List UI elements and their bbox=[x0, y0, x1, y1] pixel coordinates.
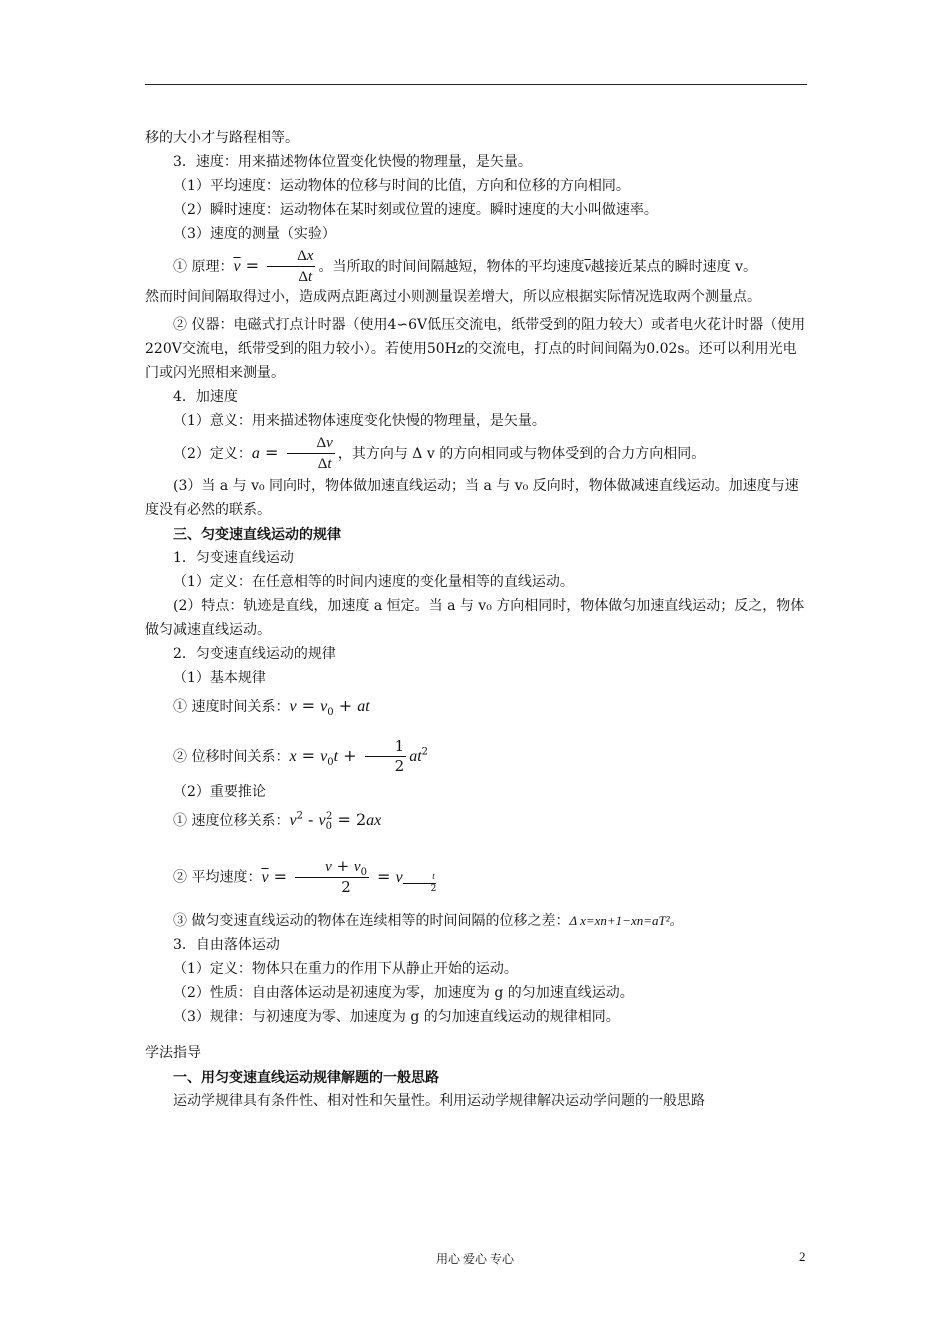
text-line: （2）瞬时速度：运动物体在某时刻或位置的速度。瞬时速度的大小叫做速率。 bbox=[173, 202, 658, 218]
text-line: （3）规律：与初速度为零、加速度为 g 的匀加速直线运动的规律相同。 bbox=[173, 1009, 620, 1025]
text-line: 1．匀变速直线运动 bbox=[173, 550, 294, 566]
text-line: （2）重要推论 bbox=[173, 784, 266, 800]
average-velocity-formula: $\overline{v}$ = $\frac{\Delta x}{\Delta t}$ bbox=[233, 248, 314, 285]
principle-line: ① 原理：$\overline{v}$ = $\frac{\Delta x}{\Delta t}$ 。当所取的时间间隔越短，物体的平均速度$\overline{v}$越接近某点的瞬时速度 v。 bbox=[173, 248, 758, 285]
acceleration-definition-line: （2）定义：a = $\frac{\Delta v}{\Delta t}$ ，其方向与 Δ v 的方向相同或与物体受到的合力方向相同。 bbox=[173, 435, 706, 472]
text-line: （1）基本规律 bbox=[173, 670, 266, 686]
average-velocity-inference-formula: $\overline{v}$ = $\frac{v + v_0}{2}$ = v $_{\frac{t}{2}}$ bbox=[261, 857, 437, 896]
velocity-displacement-formula: $v^2 - v_0^2 = 2ax$ bbox=[289, 810, 382, 833]
acceleration-formula: a = $\frac{\Delta v}{\Delta t}$ bbox=[251, 435, 333, 472]
displacement-time-formula: $x = v_0t$ + $\frac{1}{2}$ $at^2$ bbox=[289, 737, 429, 775]
text-line: （1）平均速度：运动物体的位移与时间的比值，方向和位移的方向相同。 bbox=[173, 178, 630, 194]
section-label: 学法指导 bbox=[145, 1045, 201, 1061]
text-line: 3．速度：用来描述物体位置变化快慢的物理量，是矢量。 bbox=[173, 154, 532, 170]
text-line: 3．自由落体运动 bbox=[173, 937, 280, 953]
text-line: (3）当 a 与 v₀ 同向时，物体做加速直线运动；当 a 与 v₀ 反向时，物体做减速直线运动。加速度与速度没有必然的联系。 bbox=[145, 478, 799, 518]
displacement-time-line: ② 位移时间关系：$x = v_0t$ + $\frac{1}{2}$ $at^2$ bbox=[173, 737, 429, 775]
velocity-time-line: ① 速度时间关系：$v = v_0$ + at bbox=[173, 696, 370, 719]
document-body bbox=[145, 126, 807, 1113]
text-line: （1）定义：在任意相等的时间内速度的变化量相等的直线运动。 bbox=[173, 574, 574, 590]
spacer bbox=[145, 1029, 807, 1041]
text-line: 然而时间间隔取得过小，造成两点距离过小则测量误差增大，所以应根据实际情况选取两个测量点。 bbox=[145, 289, 761, 305]
text-line: （3）速度的测量（实验） bbox=[173, 226, 336, 242]
section-heading: 一、用匀变速直线运动规律解题的一般思路 bbox=[173, 1069, 439, 1085]
velocity-time-formula: $v = v_0$ + at bbox=[289, 696, 370, 719]
average-velocity-line: ② 平均速度：$\overline{v}$ = $\frac{v + v_0}{2}$ = v $_{\frac{t}{2}}$ bbox=[173, 857, 437, 896]
text-line: （2）性质：自由落体运动是初速度为零，加速度为 g 的匀加速直线运动。 bbox=[173, 985, 634, 1001]
velocity-displacement-line: ① 速度位移关系：$v^2 - v_0^2 = 2ax$ bbox=[173, 810, 382, 833]
footer-slogan: 用心 爱心 专心 bbox=[435, 1252, 514, 1266]
text-line: 运动学规律具有条件性、相对性和矢量性。利用运动学规律解决运动学问题的一般思路 bbox=[173, 1093, 705, 1109]
displacement-difference-line: ③ 做匀变速直线运动的物体在连续相等的时间间隔的位移之差：Δ x=xn+1−xn=aT²。 bbox=[173, 913, 683, 929]
text-line: 2．匀变速直线运动的规律 bbox=[173, 646, 336, 662]
section-heading: 三、匀变速直线运动的规律 bbox=[173, 526, 341, 542]
text-line: （1）意义：用来描述物体速度变化快慢的物理量，是矢量。 bbox=[173, 413, 546, 429]
text-line: ② 仪器：电磁式打点计时器（使用4∽6V低压交流电，纸带受到的阻力较大）或者电火花计时器（使用220V交流电，纸带受到的阻力较小）。若使用50Hz的交流电，打点的时间间隔为0.02s。还可以利用光电门或闪光照相来测量。 bbox=[145, 317, 806, 381]
page-number: 2 bbox=[799, 1249, 806, 1264]
text-line: 4．加速度 bbox=[173, 389, 238, 405]
text-line: (2）特点：轨迹是直线，加速度 a 恒定。当 a 与 v₀ 方向相同时，物体做匀加速直线运动；反之，物体做匀减速直线运动。 bbox=[145, 598, 805, 638]
header-rule bbox=[145, 84, 807, 85]
text-line: （1）定义：物体只在重力的作用下从静止开始的运动。 bbox=[173, 961, 518, 977]
text-line: 移的大小才与路程相等。 bbox=[145, 130, 299, 146]
